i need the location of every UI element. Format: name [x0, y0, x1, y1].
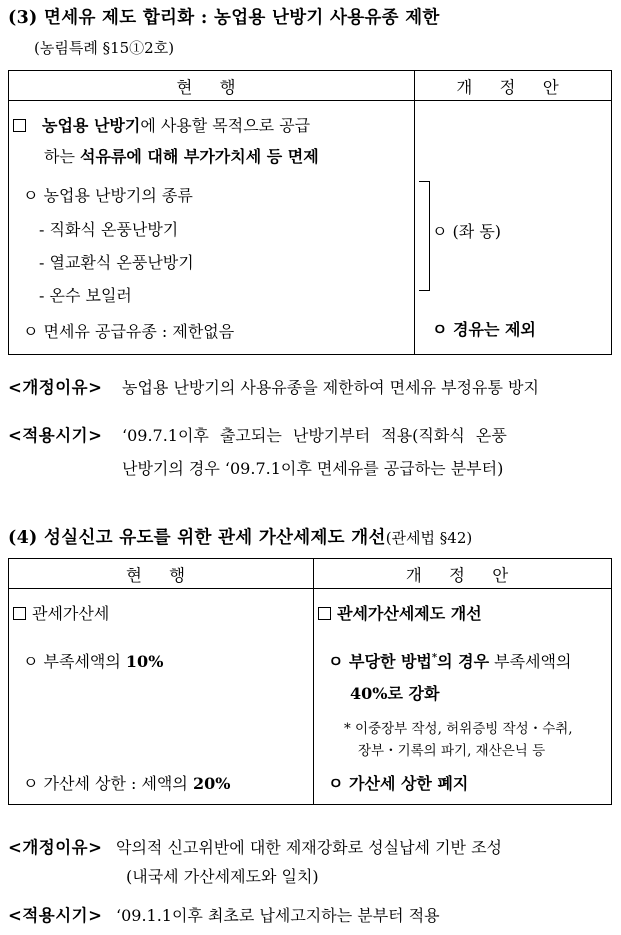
section4-title — [8, 524, 472, 549]
section4-current-cell — [9, 589, 314, 805]
section3-apply-line2: 난방기의 경우 ‘09.7.1이후 면세유를 공급하는 분부터) — [122, 459, 504, 478]
section4-reason-label: <개정이유> — [8, 838, 103, 857]
section4-current-item — [13, 601, 109, 624]
section4-apply-label: <적용시기> — [8, 906, 103, 925]
proposed-item-text: 관세가산세제도 개선 — [337, 604, 482, 623]
item-line2-pre: 하는 — [44, 147, 80, 166]
header-current-label: 현 행 — [125, 565, 197, 585]
section3-current-item-line2 — [44, 144, 319, 167]
heater-bold: 농업용 난방기 — [42, 116, 141, 135]
item-line1-rest: 에 사용할 목적으로 공급 — [140, 116, 311, 135]
section3-title: (3) 면세유 제도 합리화 : 농업용 난방기 사용유종 제한 — [8, 8, 440, 28]
proposed-cap-abolished: ㅇ 가산세 상한 폐지 — [328, 774, 469, 793]
header-proposed-label: 개 정 안 — [456, 77, 570, 97]
current-item-text: 관세가산세 — [32, 604, 110, 623]
header-proposed-label: 개 정 안 — [405, 565, 520, 585]
unfair-mark: * — [431, 652, 438, 664]
heater-type-1: - 직화식 온풍난방기 — [39, 220, 179, 239]
unfair-rest: 부족세액의 — [489, 652, 572, 671]
proposed-unfair-line2: 40%로 강화 — [350, 684, 440, 703]
section3-table — [8, 70, 612, 355]
section3-current-cell — [9, 101, 415, 355]
heater-type-2: - 열교환식 온풍난방기 — [39, 253, 194, 272]
bracket-icon — [419, 181, 430, 291]
section4-title-bold: (4) 성실신고 유도를 위한 관세 가산세제도 개선 — [8, 528, 386, 548]
unfair-case: 의 경우 — [437, 652, 490, 671]
current-cap — [23, 771, 230, 794]
current-shortfall — [23, 649, 163, 672]
header-current-label: 현 행 — [176, 77, 247, 97]
section3-apply-label: <적용시기> — [8, 426, 103, 445]
section3-proposed-cell — [415, 101, 612, 355]
cap-pre: ㅇ 가산세 상한 : 세액의 — [23, 774, 193, 793]
section3-apply-line1: ‘09.7.1이후 출고되는 난방기부터 적용(직화식 온풍 — [122, 426, 507, 445]
proposed-note-line1: * 이중장부 작성, 허위증빙 작성・수취, — [344, 721, 573, 737]
cap-rate: 20% — [192, 774, 231, 793]
proposed-note-line2: 장부・기록의 파기, 재산은닉 등 — [358, 743, 546, 759]
section4-header-proposed — [314, 559, 612, 589]
section4-title-law: (관세법 §42) — [385, 529, 473, 547]
item-line2-bold: 석유류에 대해 부가가치세 등 면제 — [80, 147, 319, 166]
section3-current-item — [13, 113, 310, 136]
heater-type-3: - 온수 보일러 — [39, 286, 132, 305]
heater-types-title: ㅇ 농업용 난방기의 종류 — [23, 186, 193, 205]
proposed-unfair — [328, 649, 571, 672]
section4-header-current — [9, 559, 314, 589]
section4-proposed-cell — [314, 589, 612, 805]
section3-reason-label: <개정이유> — [8, 378, 103, 397]
shortfall-rate: 10% — [125, 652, 164, 671]
proposed-diesel-excluded: ㅇ 경유는 제외 — [432, 320, 536, 339]
checkbox-square-icon — [13, 607, 26, 620]
proposed-same: ㅇ (좌 동) — [432, 222, 502, 241]
section4-table — [8, 558, 612, 805]
section4-reason-line2: (내국세 가산세제도와 일치) — [126, 867, 319, 886]
section4-reason-line1: 악의적 신고위반에 대한 제재강화로 성실납세 기반 조성 — [116, 838, 503, 857]
section3-reason-text: 농업용 난방기의 사용유종을 제한하여 면세유 부정유통 방지 — [122, 378, 539, 397]
section3-law-reference: (농림특례 §15①2호) — [34, 39, 175, 57]
unfair-bold: ㅇ 부당한 방법 — [328, 652, 432, 671]
section4-apply-text: ‘09.1.1이후 최초로 납세고지하는 분부터 적용 — [116, 906, 440, 925]
shortfall-pre: ㅇ 부족세액의 — [23, 652, 126, 671]
section3-header-proposed — [415, 71, 612, 101]
section3-header-current — [9, 71, 415, 101]
checkbox-square-icon — [318, 607, 331, 620]
checkbox-square-icon — [13, 119, 26, 132]
fuel-types: ㅇ 면세유 공급유종 : 제한없음 — [23, 322, 235, 341]
section4-proposed-item — [318, 601, 482, 624]
